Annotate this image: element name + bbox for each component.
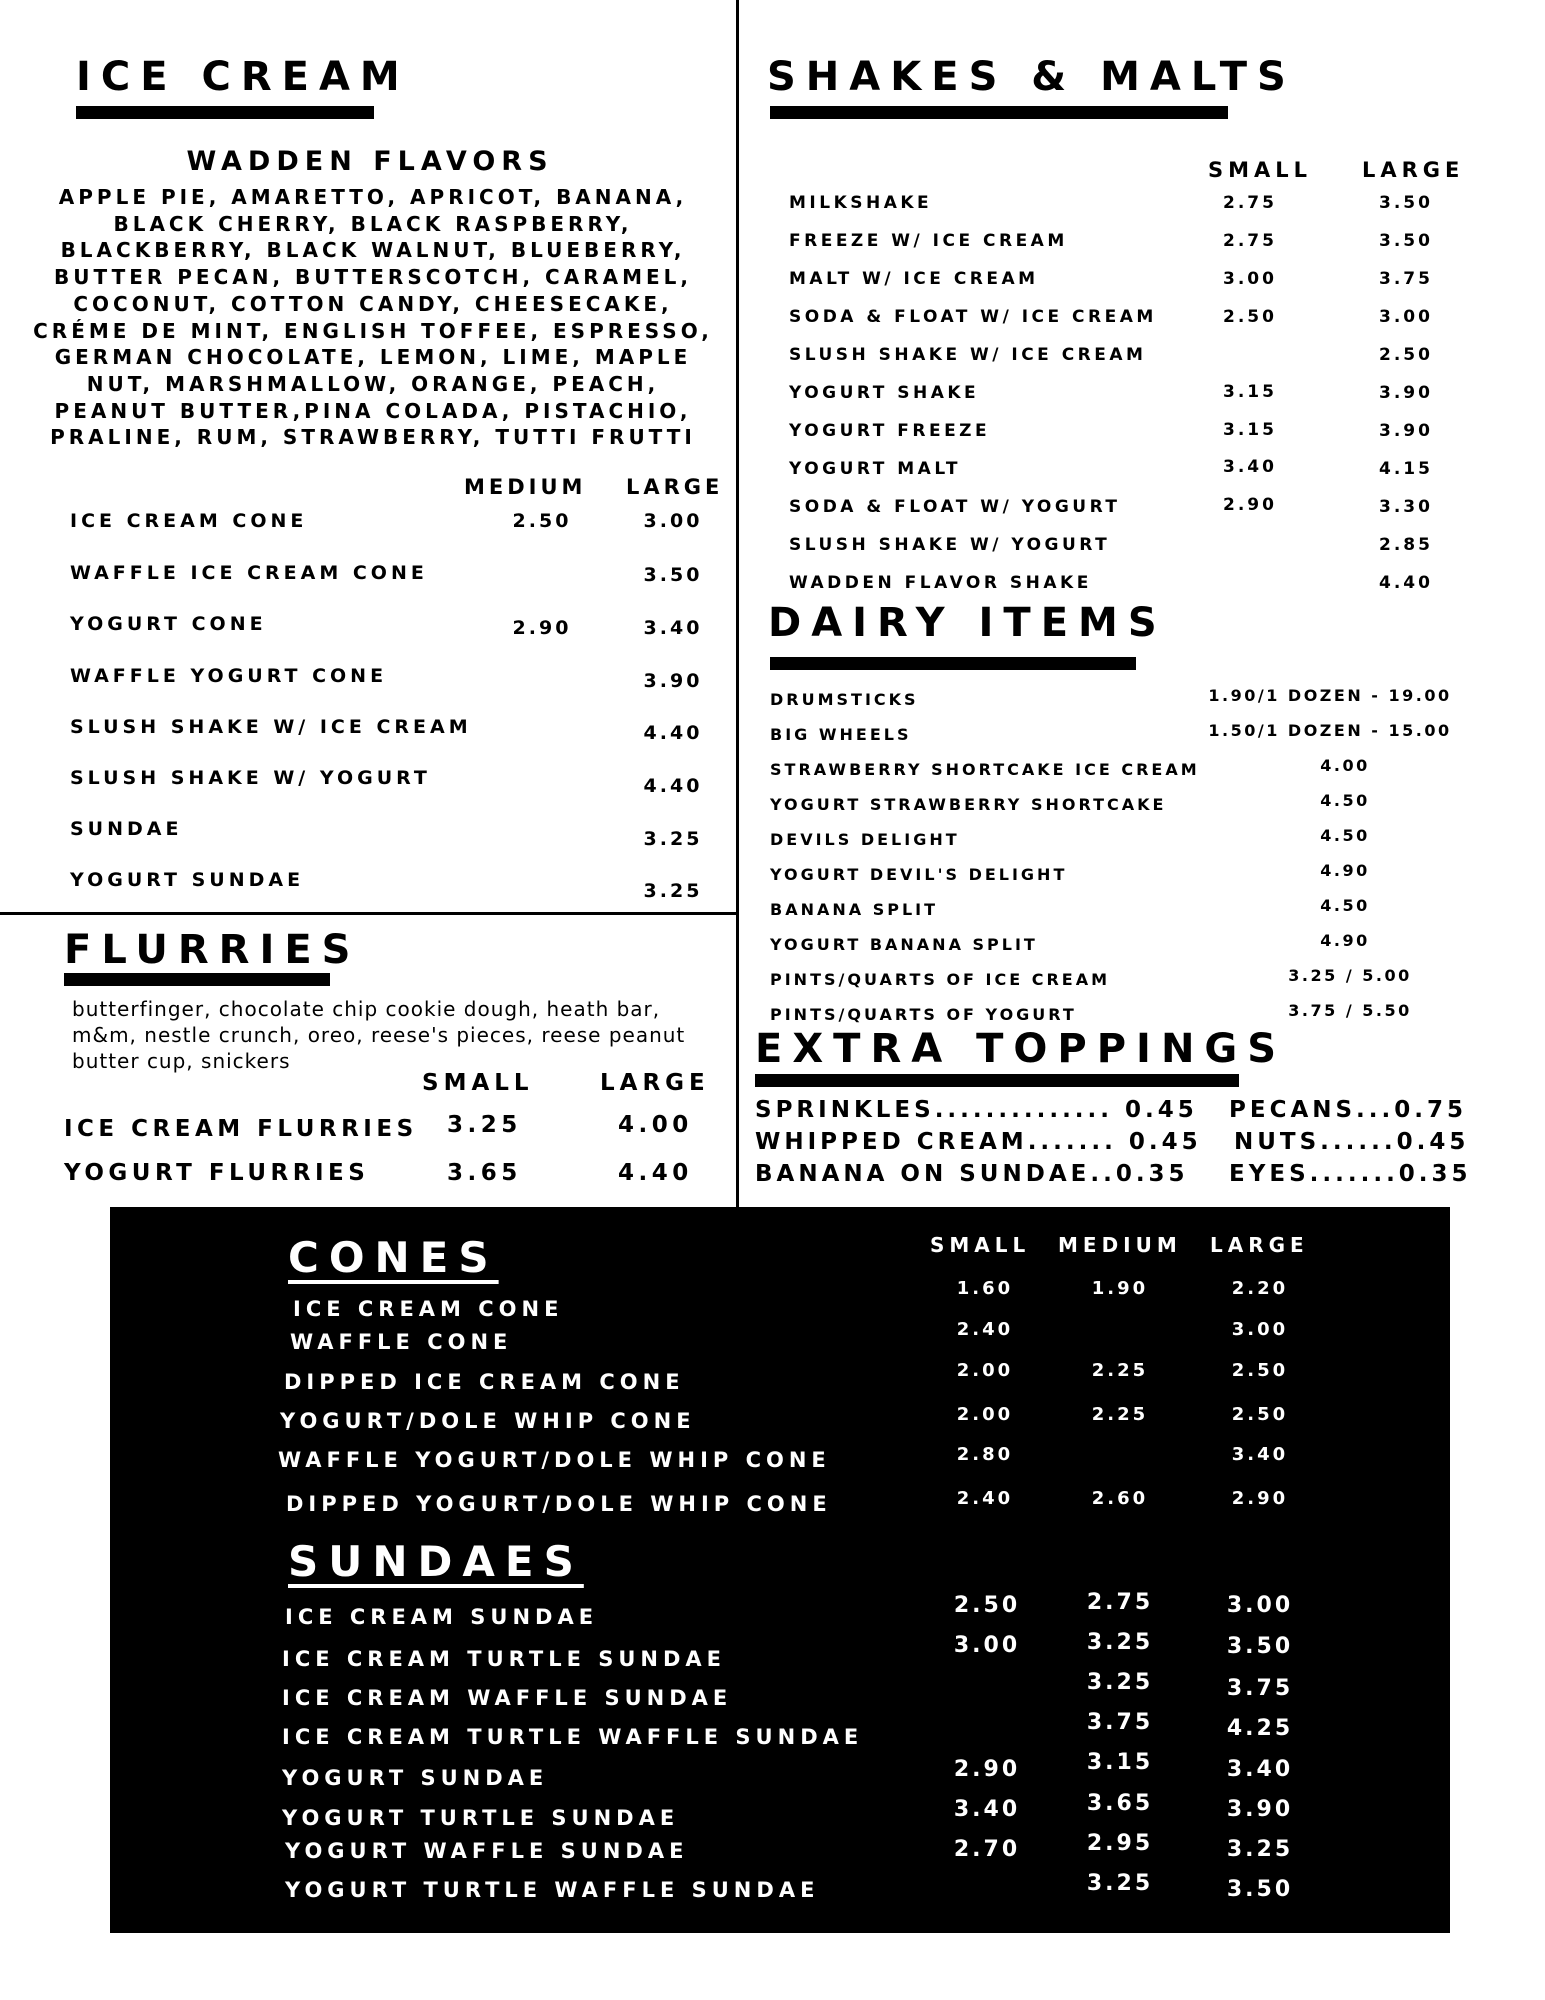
sundaes-item-small: 3.40 xyxy=(953,1797,1021,1822)
ice-cream-item-large: 3.40 xyxy=(643,617,703,639)
dairy-item-price: 4.00 xyxy=(1320,756,1370,775)
shakes-item-large: 2.50 xyxy=(1379,345,1433,365)
shakes-item-name: SLUSH SHAKE W/ ICE CREAM xyxy=(789,345,1147,365)
vertical-divider xyxy=(736,0,739,1207)
cones-col-small: SMALL xyxy=(930,1233,1031,1257)
sundaes-item-medium: 3.25 xyxy=(1086,1871,1154,1896)
flurries-item-name: YOGURT FLURRIES xyxy=(64,1160,370,1186)
shakes-title-bar xyxy=(770,106,1228,119)
dairy-item-name: STRAWBERRY SHORTCAKE ICE CREAM xyxy=(770,760,1200,779)
sundaes-item-large: 3.00 xyxy=(1226,1593,1294,1618)
topping-right: PECANS...0.75 xyxy=(1229,1097,1468,1123)
ice-cream-item-large: 3.25 xyxy=(643,880,703,902)
shakes-item-large: 3.75 xyxy=(1379,269,1433,289)
flurries-item-name: ICE CREAM FLURRIES xyxy=(64,1116,418,1142)
horizontal-divider xyxy=(0,912,739,915)
wadden-flavors-list: APPLE PIE, AMARETTO, APRICOT, BANANA, BLACK CHERRY, BLACK RASPBERRY, BLACKBERRY, BLACK WALNUT, BLUEBERRY, BUTTER PECAN, BUTTERSCOTCH, CARAMEL, COCONUT, COTTON CANDY, CHEESECAKE, CRÉME DE MINT, ENGLISH TOFFEE, ESPRESSO, GERMAN CHOCOLATE, LEMON, LIME, MAPLE NUT, MARSHMALLOW, ORANGE, PEACH, PEANUT BUTTER,PINA COLADA, PISTACHIO, PRALINE, RUM, STRAWBERRY, TUTTI FRUTTI xyxy=(33,185,713,450)
ice-cream-item-name: WAFFLE YOGURT CONE xyxy=(70,665,388,687)
sundaes-item-small: 2.70 xyxy=(953,1837,1021,1862)
sundaes-item-medium: 2.95 xyxy=(1086,1831,1154,1856)
flurries-item-small: 3.25 xyxy=(447,1112,522,1138)
shakes-item-name: FREEZE W/ ICE CREAM xyxy=(789,231,1068,251)
dairy-title-bar xyxy=(770,657,1136,670)
cones-item-large: 3.40 xyxy=(1231,1444,1289,1465)
sundaes-item-name: ICE CREAM WAFFLE SUNDAE xyxy=(282,1686,733,1710)
sundaes-item-medium: 3.25 xyxy=(1086,1630,1154,1655)
shakes-item-small: 3.15 xyxy=(1223,420,1277,440)
ice-cream-title: ICE CREAM xyxy=(76,54,410,100)
dairy-item-price: 4.90 xyxy=(1320,931,1370,950)
dairy-item-price: 4.50 xyxy=(1320,896,1370,915)
ice-cream-item-large: 4.40 xyxy=(643,722,703,744)
sundaes-item-large: 3.25 xyxy=(1226,1837,1294,1862)
dairy-item-name: PINTS/QUARTS OF ICE CREAM xyxy=(770,970,1111,989)
flurries-item-large: 4.40 xyxy=(618,1160,693,1186)
shakes-item-name: YOGURT MALT xyxy=(789,459,961,479)
sundaes-item-small: 3.00 xyxy=(953,1633,1021,1658)
cones-item-name: WAFFLE YOGURT/DOLE WHIP CONE xyxy=(278,1448,831,1472)
sundaes-item-large: 3.50 xyxy=(1226,1634,1294,1659)
cones-item-name: YOGURT/DOLE WHIP CONE xyxy=(280,1409,696,1433)
dairy-item-price: 1.90/1 DOZEN - 19.00 xyxy=(1208,686,1452,705)
dairy-title: DAIRY ITEMS xyxy=(768,600,1167,646)
topping-left: SPRINKLES.............. 0.45 xyxy=(755,1097,1198,1123)
shakes-item-name: SODA & FLOAT W/ ICE CREAM xyxy=(789,307,1157,327)
shakes-col-small: SMALL xyxy=(1208,158,1313,182)
dairy-item-price: 1.50/1 DOZEN - 15.00 xyxy=(1208,721,1452,740)
sundaes-item-large: 3.75 xyxy=(1226,1676,1294,1701)
ice-cream-item-large: 3.25 xyxy=(643,828,703,850)
ice-cream-item-name: ICE CREAM CONE xyxy=(70,510,308,532)
shakes-item-small: 2.75 xyxy=(1223,193,1277,213)
shakes-item-small: 2.50 xyxy=(1223,307,1277,327)
shakes-item-large: 3.30 xyxy=(1379,497,1433,517)
topping-right: NUTS......0.45 xyxy=(1234,1129,1470,1155)
dairy-item-name: BIG WHEELS xyxy=(770,725,912,744)
cones-item-name: ICE CREAM CONE xyxy=(293,1297,564,1321)
cones-item-name: DIPPED YOGURT/DOLE WHIP CONE xyxy=(286,1492,832,1516)
dairy-item-price: 4.50 xyxy=(1320,826,1370,845)
cones-item-large: 2.50 xyxy=(1231,1404,1289,1425)
ice-cream-item-name: YOGURT CONE xyxy=(70,613,267,635)
flurries-title-bar xyxy=(64,973,330,986)
cones-item-large: 2.20 xyxy=(1231,1278,1289,1299)
sundaes-item-medium: 3.25 xyxy=(1086,1670,1154,1695)
shakes-col-large: LARGE xyxy=(1362,158,1465,182)
cones-item-medium: 2.25 xyxy=(1091,1360,1149,1381)
cones-item-large: 3.00 xyxy=(1231,1319,1289,1340)
sundaes-item-small: 2.50 xyxy=(953,1593,1021,1618)
sundaes-item-name: YOGURT WAFFLE SUNDAE xyxy=(285,1839,689,1863)
sundaes-item-large: 3.40 xyxy=(1226,1757,1294,1782)
shakes-title: SHAKES & MALTS xyxy=(767,54,1296,100)
ice-cream-item-large: 3.90 xyxy=(643,670,703,692)
dairy-item-price: 3.75 / 5.50 xyxy=(1288,1001,1412,1020)
shakes-item-large: 4.40 xyxy=(1379,573,1433,593)
ice-cream-item-medium: 2.50 xyxy=(512,510,572,532)
shakes-item-large: 3.90 xyxy=(1379,383,1433,403)
dairy-item-price: 3.25 / 5.00 xyxy=(1288,966,1412,985)
sundaes-item-large: 4.25 xyxy=(1226,1716,1294,1741)
cones-item-small: 2.00 xyxy=(956,1404,1014,1425)
dairy-item-price: 4.90 xyxy=(1320,861,1370,880)
shakes-item-name: MALT W/ ICE CREAM xyxy=(789,269,1039,289)
shakes-item-name: SLUSH SHAKE W/ YOGURT xyxy=(789,535,1111,555)
ice-cream-item-large: 4.40 xyxy=(643,775,703,797)
cones-col-large: LARGE xyxy=(1210,1233,1309,1257)
shakes-item-large: 3.90 xyxy=(1379,421,1433,441)
topping-right: EYES.......0.35 xyxy=(1229,1161,1472,1187)
cones-item-small: 2.40 xyxy=(956,1319,1014,1340)
cones-item-name: DIPPED ICE CREAM CONE xyxy=(284,1370,685,1394)
dairy-item-name: BANANA SPLIT xyxy=(770,900,939,919)
flurries-col-small: SMALL xyxy=(422,1070,534,1096)
shakes-item-name: YOGURT FREEZE xyxy=(789,421,991,441)
shakes-item-name: SODA & FLOAT W/ YOGURT xyxy=(789,497,1121,517)
toppings-title-bar xyxy=(755,1074,1239,1087)
ice-cream-item-name: WAFFLE ICE CREAM CONE xyxy=(70,562,428,584)
shakes-item-large: 2.85 xyxy=(1379,535,1433,555)
sundaes-item-name: ICE CREAM TURTLE WAFFLE SUNDAE xyxy=(282,1725,864,1749)
cones-col-medium: MEDIUM xyxy=(1058,1233,1182,1257)
dairy-item-name: DRUMSTICKS xyxy=(770,690,919,709)
sundaes-item-name: YOGURT SUNDAE xyxy=(282,1766,549,1790)
ice-cream-item-medium: 2.90 xyxy=(512,617,572,639)
shakes-item-small: 2.90 xyxy=(1223,495,1277,515)
cones-sundaes-panel xyxy=(110,1207,1450,1933)
ice-cream-item-name: SUNDAE xyxy=(70,818,183,840)
sundaes-item-medium: 3.15 xyxy=(1086,1750,1154,1775)
flurries-col-large: LARGE xyxy=(600,1070,710,1096)
dairy-item-name: DEVILS DELIGHT xyxy=(770,830,960,849)
cones-item-small: 2.40 xyxy=(956,1488,1014,1509)
sundaes-item-medium: 2.75 xyxy=(1086,1590,1154,1615)
ice-cream-item-name: YOGURT SUNDAE xyxy=(70,869,305,891)
shakes-item-large: 4.15 xyxy=(1379,459,1433,479)
cones-item-small: 2.00 xyxy=(956,1360,1014,1381)
topping-left: WHIPPED CREAM....... 0.45 xyxy=(755,1129,1202,1155)
sundaes-title: SUNDAES xyxy=(288,1537,584,1586)
ice-cream-item-name: SLUSH SHAKE W/ ICE CREAM xyxy=(70,716,472,738)
ice-cream-col-medium: MEDIUM xyxy=(464,475,587,499)
cones-item-small: 2.80 xyxy=(956,1444,1014,1465)
shakes-item-large: 3.00 xyxy=(1379,307,1433,327)
dairy-item-name: YOGURT STRAWBERRY SHORTCAKE xyxy=(770,795,1167,814)
sundaes-item-name: YOGURT TURTLE WAFFLE SUNDAE xyxy=(285,1878,820,1902)
ice-cream-title-bar xyxy=(76,106,374,119)
wadden-flavors-title: WADDEN FLAVORS xyxy=(186,146,554,177)
cones-item-medium: 1.90 xyxy=(1091,1278,1149,1299)
shakes-item-name: YOGURT SHAKE xyxy=(789,383,980,403)
sundaes-item-medium: 3.75 xyxy=(1086,1710,1154,1735)
shakes-item-large: 3.50 xyxy=(1379,231,1433,251)
topping-left: BANANA ON SUNDAE..0.35 xyxy=(755,1161,1189,1187)
dairy-item-name: YOGURT BANANA SPLIT xyxy=(770,935,1038,954)
flurries-item-large: 4.00 xyxy=(618,1112,693,1138)
cones-title: CONES xyxy=(288,1233,499,1282)
cones-item-medium: 2.60 xyxy=(1091,1488,1149,1509)
ice-cream-item-large: 3.50 xyxy=(643,564,703,586)
cones-item-medium: 2.25 xyxy=(1091,1404,1149,1425)
cones-item-large: 2.50 xyxy=(1231,1360,1289,1381)
ice-cream-item-name: SLUSH SHAKE W/ YOGURT xyxy=(70,767,431,789)
flurries-description: butterfinger, chocolate chip cookie dough, heath bar, m&m, nestle crunch, oreo, reese's pieces, reese peanut butter cup, snickers xyxy=(72,997,686,1073)
shakes-item-name: WADDEN FLAVOR SHAKE xyxy=(789,573,1092,593)
flurries-title: FLURRIES xyxy=(64,927,361,973)
cones-item-small: 1.60 xyxy=(956,1278,1014,1299)
sundaes-item-name: YOGURT TURTLE SUNDAE xyxy=(282,1806,680,1830)
dairy-item-name: PINTS/QUARTS OF YOGURT xyxy=(770,1005,1077,1024)
cones-item-name: WAFFLE CONE xyxy=(290,1330,513,1354)
sundaes-item-large: 3.50 xyxy=(1226,1877,1294,1902)
sundaes-item-small: 2.90 xyxy=(953,1757,1021,1782)
shakes-item-large: 3.50 xyxy=(1379,193,1433,213)
flurries-item-small: 3.65 xyxy=(447,1160,522,1186)
sundaes-item-large: 3.90 xyxy=(1226,1797,1294,1822)
shakes-item-small: 3.15 xyxy=(1223,382,1277,402)
shakes-item-name: MILKSHAKE xyxy=(789,193,933,213)
toppings-title: EXTRA TOPPINGS xyxy=(755,1026,1287,1072)
sundaes-item-name: ICE CREAM TURTLE SUNDAE xyxy=(282,1647,727,1671)
sundaes-item-medium: 3.65 xyxy=(1086,1791,1154,1816)
shakes-item-small: 3.00 xyxy=(1223,269,1277,289)
ice-cream-item-large: 3.00 xyxy=(643,510,703,532)
shakes-item-small: 3.40 xyxy=(1223,457,1277,477)
ice-cream-col-large: LARGE xyxy=(626,475,724,499)
shakes-item-small: 2.75 xyxy=(1223,231,1277,251)
dairy-item-price: 4.50 xyxy=(1320,791,1370,810)
dairy-item-name: YOGURT DEVIL'S DELIGHT xyxy=(770,865,1068,884)
cones-item-large: 2.90 xyxy=(1231,1488,1289,1509)
sundaes-item-name: ICE CREAM SUNDAE xyxy=(285,1605,599,1629)
